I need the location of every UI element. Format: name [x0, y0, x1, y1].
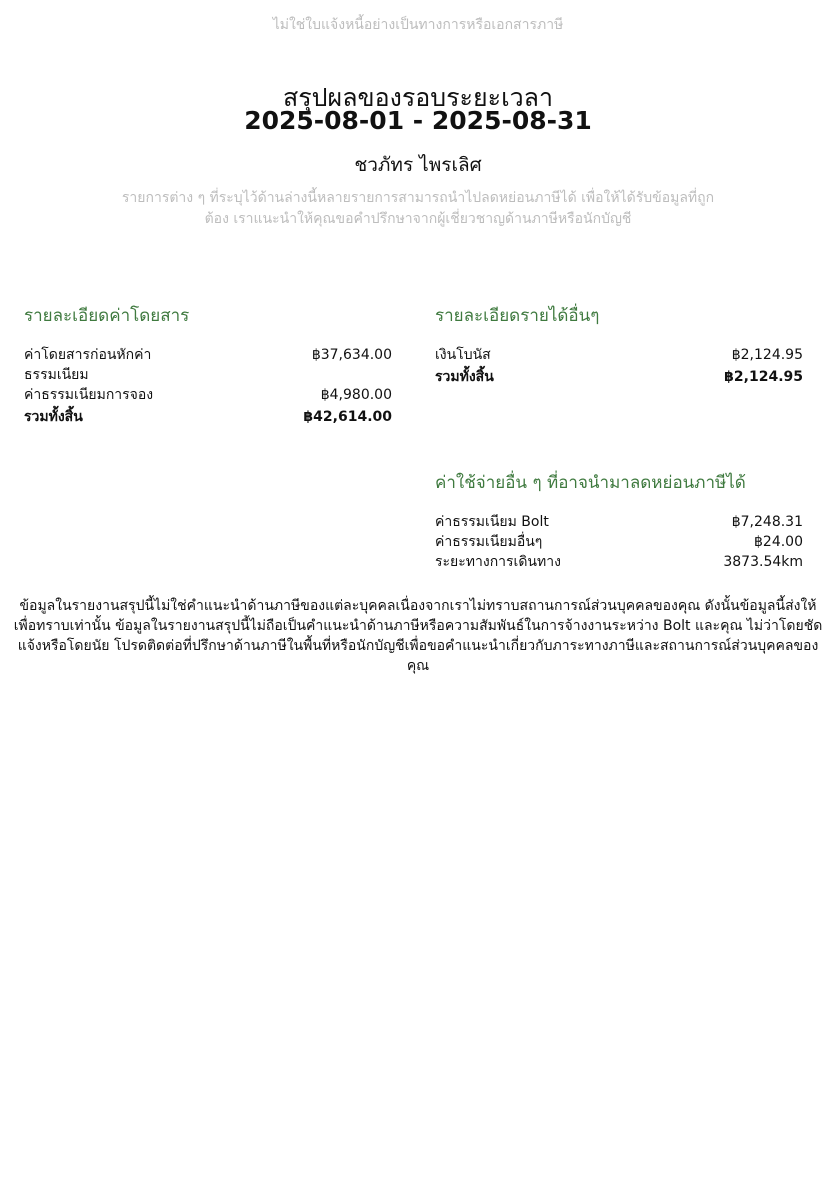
income-total-value: ฿2,124.95 — [724, 369, 803, 385]
income-row-label: เงินโบนัส — [435, 347, 491, 363]
deductible-expenses-section — [435, 469, 803, 572]
expense-row-value: ฿24.00 — [754, 534, 803, 550]
page-title: สรุปผลของรอบระยะเวลา — [282, 83, 554, 112]
tax-disclaimer-top: รายการต่าง ๆ ที่ระบุไว้ด้านล่างนี้หลายรายการสามารถนำไปลดหย่อนภาษีได้ เพื่อให้ได้รับข้อมูลที่ถูกต้อง เราแนะนำให้คุณขอคำปรึกษาจากผู้เชี่ยวชาญด้านภาษีหรือนักบัญชี — [121, 190, 715, 227]
income-total-row — [435, 367, 803, 387]
fare-row-value: ฿37,634.00 — [311, 347, 392, 363]
expense-row-label: ค่าธรรมเนียมอื่นๆ — [435, 534, 543, 550]
period-range: 2025-08-01 - 2025-08-31 — [244, 106, 592, 135]
fare-details-section — [24, 302, 392, 427]
fare-total-value: ฿42,614.00 — [303, 409, 392, 425]
other-income-title: รายละเอียดรายได้อื่นๆ — [435, 306, 600, 326]
income-row-value: ฿2,124.95 — [731, 347, 803, 363]
expense-row-value: 3873.54km — [723, 554, 803, 570]
expense-row-label: ระยะทางการเดินทาง — [435, 554, 561, 570]
expense-row — [435, 512, 803, 532]
expense-row — [435, 552, 803, 572]
fare-total-label: รวมทั้งสิ้น — [24, 409, 83, 425]
expense-row-label: ค่าธรรมเนียม Bolt — [435, 514, 549, 530]
fare-details-title: รายละเอียดค่าโดยสาร — [24, 306, 190, 326]
fare-row-label: ค่าธรรมเนียมการจอง — [24, 387, 154, 403]
other-income-section — [435, 302, 803, 387]
deductible-expenses-title: ค่าใช้จ่ายอื่น ๆ ที่อาจนำมาลดหย่อนภาษีได้ — [435, 473, 746, 493]
expense-row-value: ฿7,248.31 — [731, 514, 803, 530]
income-row — [435, 345, 803, 365]
fare-row-value: ฿4,980.00 — [320, 387, 392, 403]
expense-row — [435, 532, 803, 552]
fare-total-row — [24, 407, 392, 427]
fare-row-label: ค่าโดยสารก่อนหักค่าธรรมเนียม — [24, 347, 152, 383]
footer-disclaimer: ข้อมูลในรายงานสรุปนี้ไม่ใช่คำแนะนำด้านภาษีของแต่ละบุคคลเนื่องจากเราไม่ทราบสถานการณ์ส่วนบุคคลของคุณ ดังนั้นข้อมูลนี้ส่งให้เพื่อทราบเท่านั้น ข้อมูลในรายงานสรุปนี้ไม่ถือเป็นคำแนะนำด้านภาษีหรือความสัมพันธ์ในการจ้างงานระหว่าง Bolt และคุณ ไม่ว่าโดยชัดแจ้งหรือโดยนัย โปรดติดต่อที่ปรึกษาด้านภาษีในพื้นที่หรือนักบัญชีเพื่อขอคำแนะนำเกี่ยวกับภาระทางภาษีและสถานการณ์ส่วนบุคคลของคุณ — [13, 598, 823, 674]
not-official-invoice-notice: ไม่ใช่ใบแจ้งหนี้อย่างเป็นทางการหรือเอกสารภาษี — [272, 17, 564, 33]
income-total-label: รวมทั้งสิ้น — [435, 369, 494, 385]
driver-name: ชวภัทร ไพรเลิศ — [354, 154, 482, 176]
fare-row — [24, 345, 392, 385]
fare-row — [24, 385, 392, 405]
